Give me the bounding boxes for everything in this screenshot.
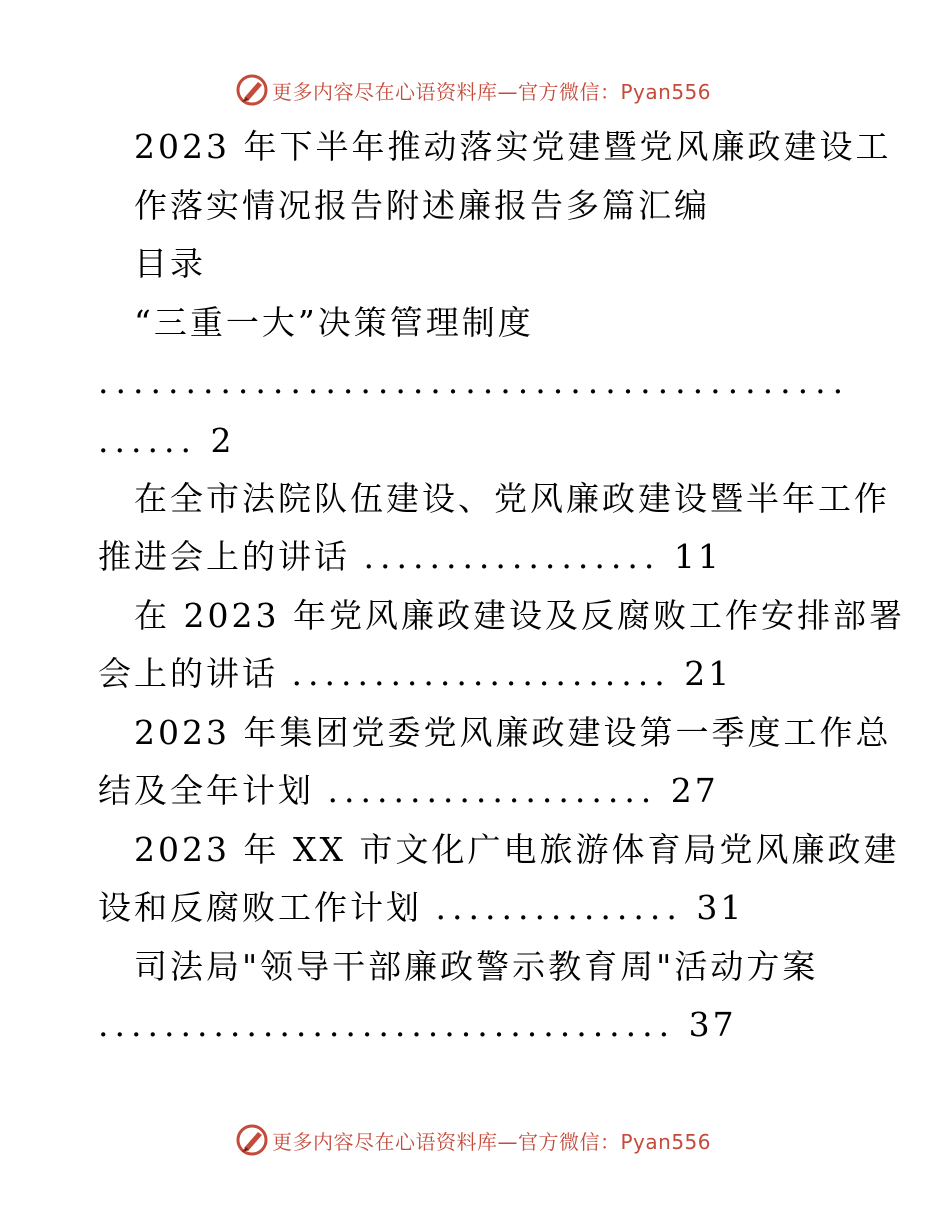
toc-entry-title[interactable]: 在 2023 年党风廉政建设及反腐败工作安排部署 bbox=[134, 596, 905, 635]
toc-entry-title: 会上的讲话 bbox=[98, 654, 278, 693]
toc-page-number: 27 bbox=[670, 771, 719, 810]
watermark-text: 更多内容尽在心语资料库—官方微信：Pyan556 bbox=[272, 1129, 712, 1154]
toc-entry-title-cont[interactable] bbox=[98, 537, 722, 577]
toc-entry-title-cont[interactable] bbox=[98, 888, 744, 928]
watermark-footer bbox=[234, 1120, 711, 1160]
pen-logo-icon bbox=[234, 72, 270, 108]
pen-logo-icon bbox=[234, 1122, 270, 1158]
toc-entry-title[interactable]: 2023 年 XX 市文化广电旅游体育局党风廉政建 bbox=[134, 830, 900, 869]
toc-leader-dots: .................. bbox=[363, 537, 661, 576]
toc-leader-dots: ....................... bbox=[291, 654, 671, 693]
toc-leader-dots: ............... bbox=[435, 888, 683, 927]
toc-entry-title: 推进会上的讲话 bbox=[98, 537, 350, 576]
watermark-text: 更多内容尽在心语资料库—官方微信：Pyan556 bbox=[272, 79, 712, 104]
toc-entry-title[interactable]: “三重一大”决策管理制度 bbox=[134, 303, 534, 342]
toc-page-number: 37 bbox=[688, 1005, 737, 1044]
toc-entry-leader[interactable] bbox=[98, 1005, 737, 1045]
toc-leader-dots: ...... bbox=[98, 421, 197, 460]
toc-entry-title: 设和反腐败工作计划 bbox=[98, 888, 422, 927]
toc-leader-dots: .................... bbox=[327, 771, 658, 810]
doc-title-line-1: 2023 年下半年推动落实党建暨党风廉政建设工 bbox=[134, 127, 892, 166]
toc-page-number: 21 bbox=[684, 654, 733, 693]
toc-entry-title: 结及全年计划 bbox=[98, 771, 314, 810]
toc-entry-title-cont[interactable] bbox=[98, 771, 719, 811]
toc-heading: 目录 bbox=[134, 244, 206, 283]
toc-page-number: 11 bbox=[673, 537, 722, 576]
toc-leader-dots: ................................... bbox=[98, 1005, 676, 1044]
toc-entry-title[interactable]: 2023 年集团党委党风廉政建设第一季度工作总 bbox=[134, 713, 892, 752]
toc-entry-title[interactable]: 司法局"领导干部廉政警示教育周"活动方案 bbox=[134, 947, 819, 986]
toc-leader-dots: ........................................... bbox=[98, 362, 851, 401]
watermark-header bbox=[234, 70, 711, 110]
toc-entry-title-cont[interactable] bbox=[98, 654, 732, 694]
toc-page-number: 31 bbox=[696, 888, 745, 927]
doc-title-line-2: 作落实情况报告附述廉报告多篇汇编 bbox=[134, 186, 710, 225]
toc-entry-title[interactable]: 在全市法院队伍建设、党风廉政建设暨半年工作 bbox=[134, 479, 890, 518]
toc-entry-leader[interactable] bbox=[98, 421, 234, 461]
toc-page-number: 2 bbox=[210, 421, 235, 460]
